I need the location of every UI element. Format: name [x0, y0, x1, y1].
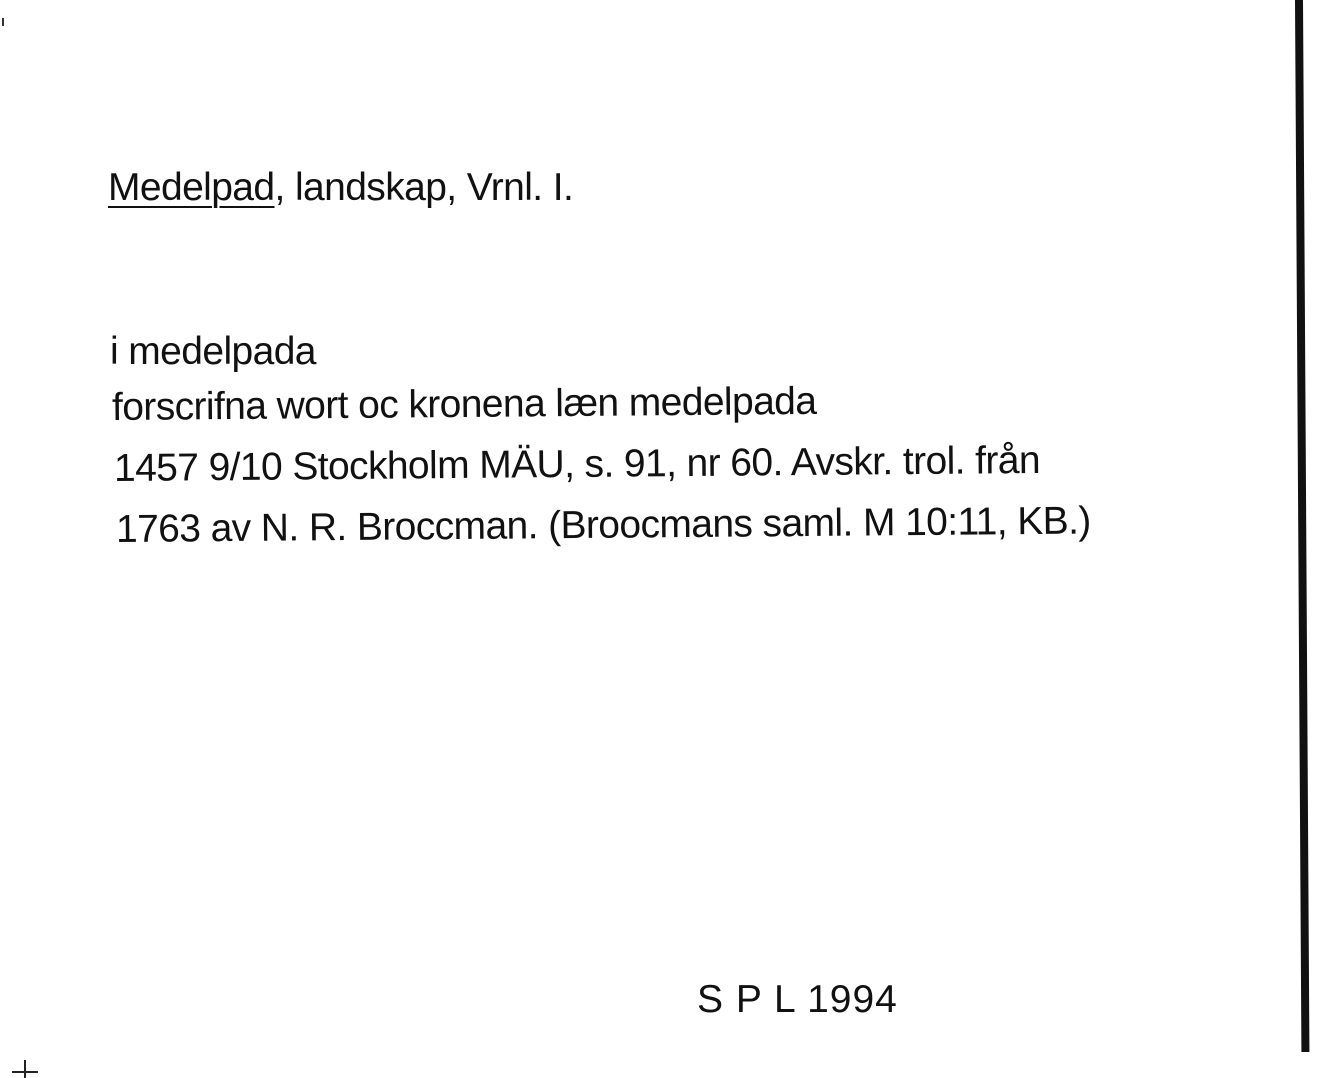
headword-description: , landskap, Vrnl. I.: [274, 166, 574, 209]
signature: S P L 1994: [697, 978, 898, 1021]
crosshair-mark-icon: [12, 1060, 38, 1078]
corner-tick-mark: [2, 18, 4, 26]
citation-form: i medelpada: [110, 330, 316, 373]
source-reference-line-1: 1457 9/10 Stockholm MÄU, s. 91, nr 60. Avskr. trol. från: [113, 438, 1041, 490]
card-edge-border: [1295, 0, 1309, 1052]
citation-context: forscrifna wort oc kronena læn medelpada: [111, 379, 817, 429]
headword: Medelpad: [108, 166, 275, 209]
source-reference-line-2: 1763 av N. R. Broccman. (Broocmans saml. M 10:11, KB.): [115, 499, 1091, 551]
card-heading: [108, 168, 573, 207]
